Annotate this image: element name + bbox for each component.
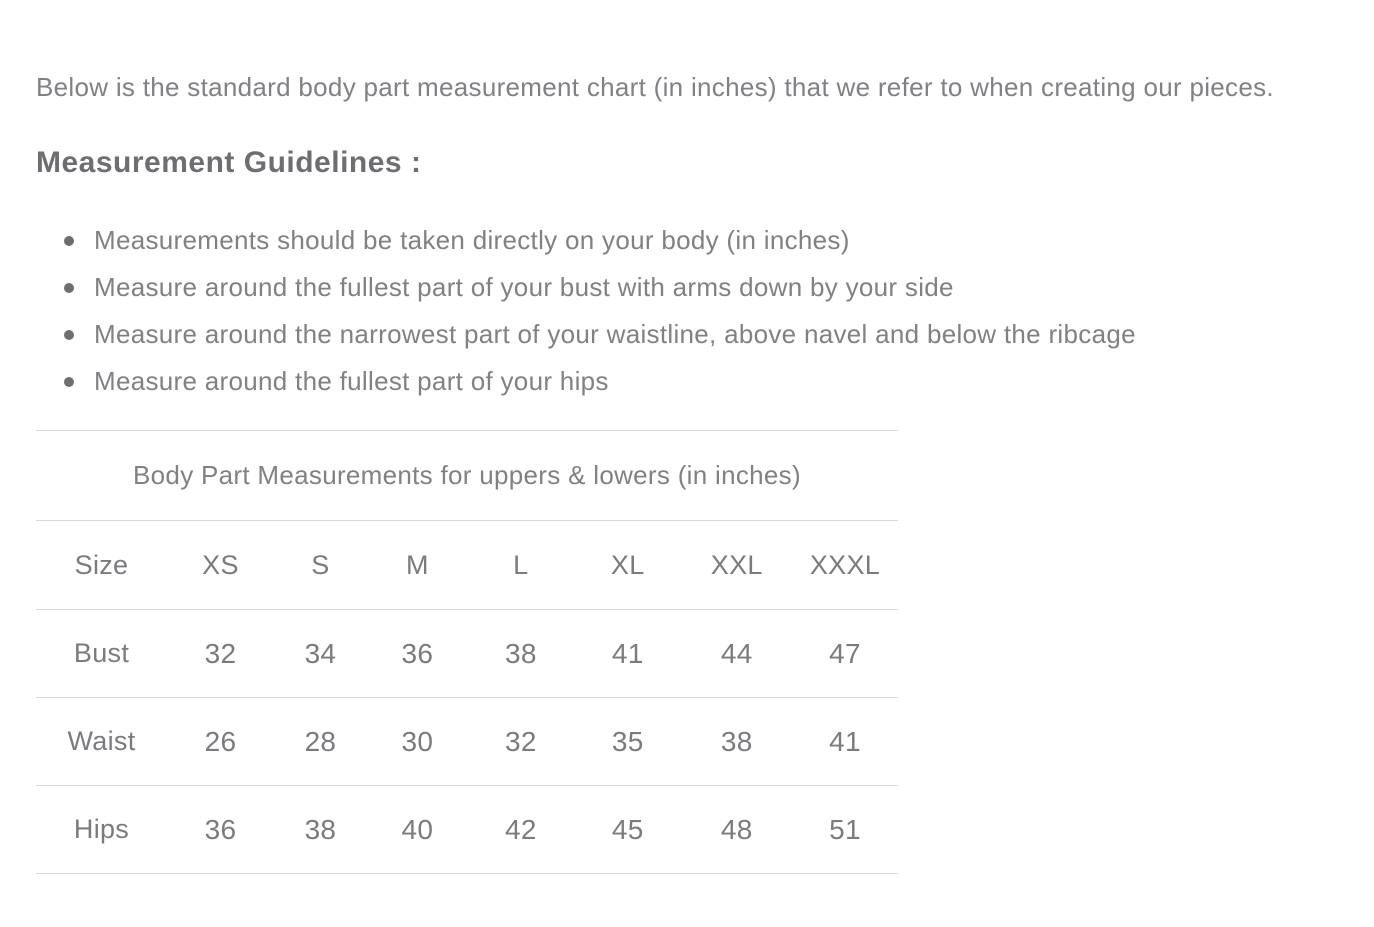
cell-value: 30 (401, 725, 434, 757)
bullet-icon (64, 283, 74, 293)
cell-value: 34 (304, 637, 337, 669)
cell-value: 32 (504, 725, 537, 757)
cell-value: 47 (829, 637, 861, 669)
cell-value: 32 (204, 637, 237, 669)
column-header-xxxl: XXXL (809, 549, 881, 580)
row-label: Hips (73, 814, 130, 844)
cell-value: 26 (204, 725, 237, 757)
size-guide-page (0, 74, 1374, 927)
bullet-icon (64, 377, 74, 387)
list-item (36, 217, 1374, 264)
column-header-xxl: XXL (710, 549, 763, 580)
intro-text: Below is the standard body part measurement chart (in inches) that we refer to when creating our pieces. (36, 72, 1274, 102)
guidelines-list (36, 217, 1374, 405)
measurement-table (36, 430, 898, 874)
column-header-xl: XL (610, 549, 645, 580)
bullet-text: Measurements should be taken directly on your body (in inches) (94, 225, 850, 255)
column-header-xs: XS (202, 549, 239, 580)
column-header-l: L (513, 549, 529, 580)
cell-value: 42 (504, 813, 537, 845)
table-title: Body Part Measurements for uppers & lowers (in inches) (133, 460, 801, 490)
cell-value: 44 (720, 637, 753, 669)
column-header-m: M (406, 549, 429, 580)
cell-value: 41 (611, 637, 644, 669)
table-title-row (36, 431, 898, 521)
table-row-bust (36, 610, 898, 698)
cell-value: 36 (204, 813, 237, 845)
cell-value: 36 (401, 637, 434, 669)
bullet-icon (64, 236, 74, 246)
cell-value: 35 (611, 725, 644, 757)
cell-value: 51 (829, 813, 861, 845)
cell-value: 28 (304, 725, 337, 757)
bullet-text: Measure around the narrowest part of your waistline, above navel and below the ribcage (94, 319, 1136, 349)
cell-value: 38 (720, 725, 753, 757)
row-label: Bust (73, 638, 130, 668)
bullet-text: Measure around the fullest part of your hips (94, 366, 609, 396)
cell-value: 45 (611, 813, 644, 845)
cell-value: 40 (401, 813, 434, 845)
table-row-hips (36, 786, 898, 874)
cell-value: 38 (304, 813, 337, 845)
cell-value: 48 (720, 813, 753, 845)
column-header-size: Size (74, 549, 129, 580)
table-row-waist (36, 698, 898, 786)
bullet-text: Measure around the fullest part of your bust with arms down by your side (94, 272, 954, 302)
guidelines-heading: Measurement Guidelines : (36, 146, 422, 179)
cell-value: 38 (504, 637, 537, 669)
row-label: Waist (67, 726, 136, 756)
bullet-icon (64, 330, 74, 340)
list-item (36, 264, 1374, 311)
list-item (36, 311, 1374, 358)
cell-value: 41 (829, 725, 861, 757)
list-item (36, 358, 1374, 405)
column-header-s: S (311, 549, 330, 580)
table-header-row (36, 521, 898, 610)
